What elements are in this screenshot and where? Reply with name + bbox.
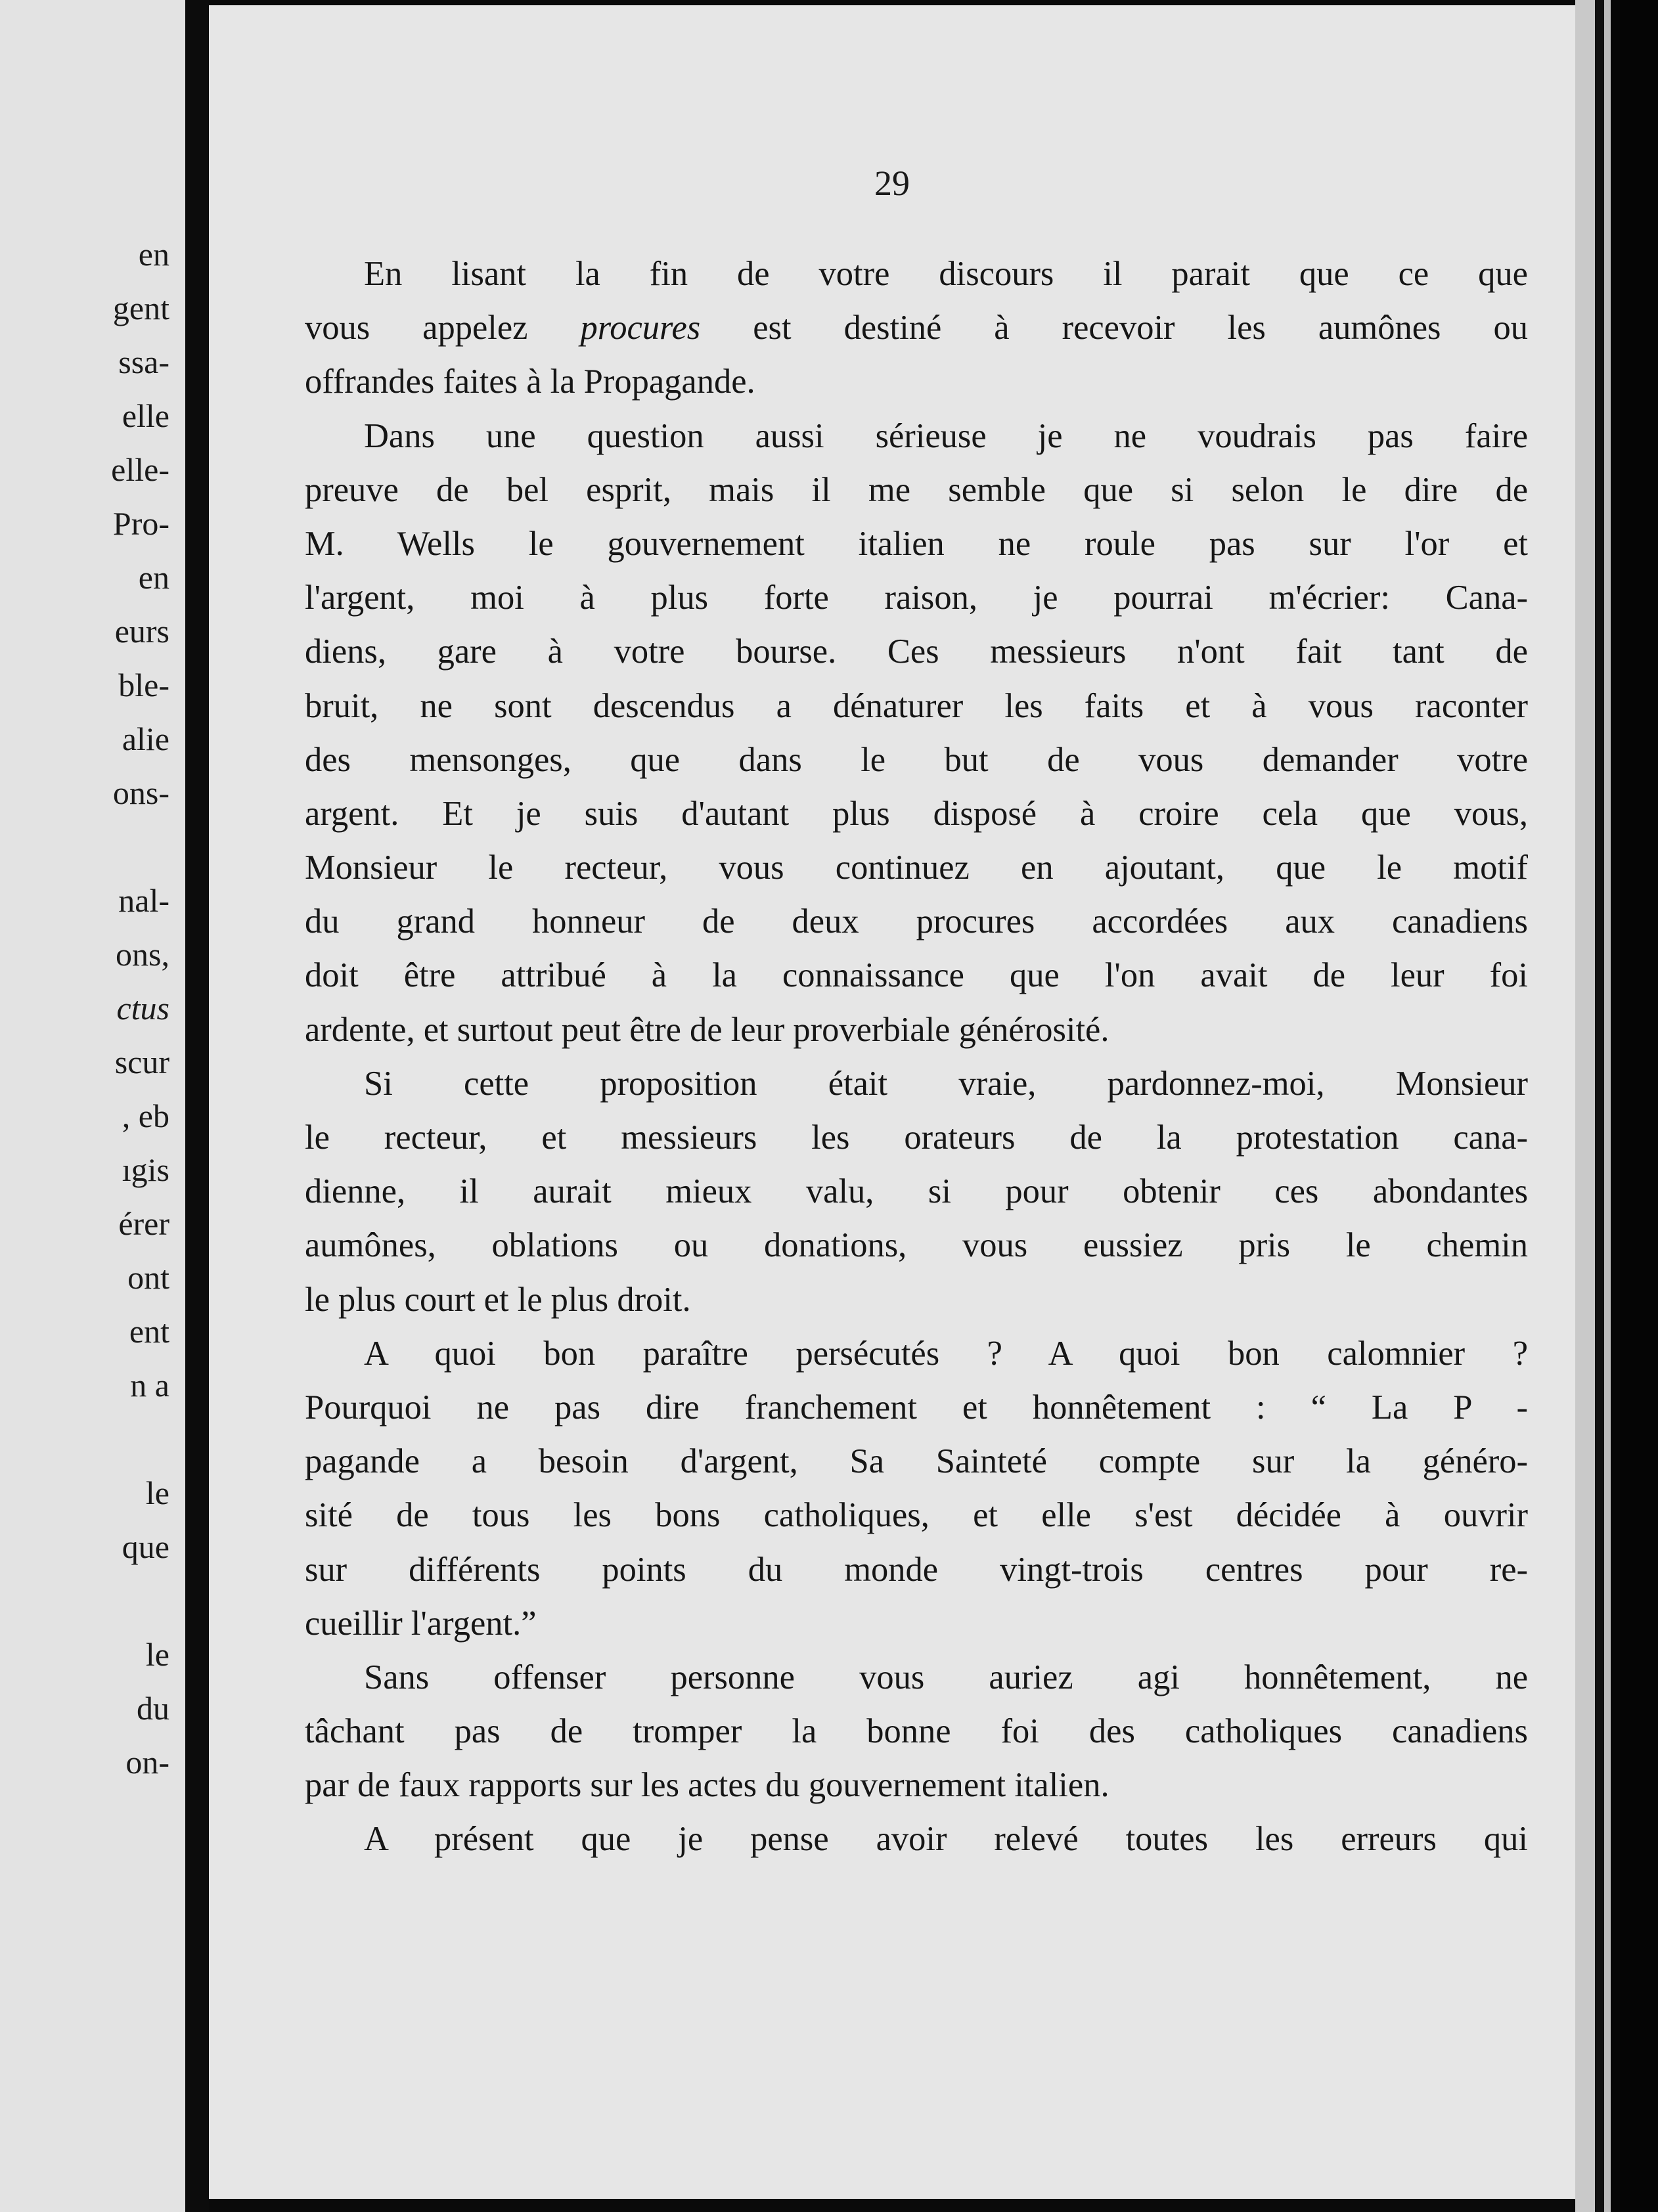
left-page-text-fragment: en (138, 236, 169, 273)
left-page-text-fragment: que (122, 1528, 169, 1565)
text-line: A présent que je pense avoir relevé toutes les erreurs qui (364, 1820, 1528, 1859)
text-line: du grand honneur de deux procures accordées aux canadiens (305, 902, 1528, 941)
left-page-text-fragment: , eb (122, 1097, 169, 1134)
left-page-text-fragment: ble- (118, 667, 169, 703)
left-page-text-fragment: Pro- (112, 505, 169, 542)
text-line: Dans une question aussi sérieuse je ne voudrais pas faire (364, 416, 1528, 455)
page-edge-shadow (1595, 0, 1604, 2212)
text-line: sur différents points du monde vingt-trois centres pour re- (305, 1550, 1528, 1589)
left-page-text-fragment: scur (114, 1044, 169, 1080)
page-edge (1604, 0, 1611, 2212)
text-line: offrandes faites à la Propagande. (305, 363, 755, 401)
scan-border (1611, 0, 1658, 2212)
left-page-text-fragment: elle (122, 397, 169, 434)
left-page-text-fragment: le (145, 1474, 169, 1511)
text-line: sité de tous les bons catholiques, et elle s'est décidée à ouvrir (305, 1496, 1528, 1535)
text-line: Pourquoi ne pas dire franchement et honnêtement : “ La P - (305, 1388, 1528, 1427)
left-page-text-fragment: on- (125, 1744, 169, 1781)
left-page-text-fragment: érer (118, 1205, 169, 1242)
text-line: Monsieur le recteur, vous continuez en ajoutant, que le motif (305, 849, 1528, 887)
book-gutter (185, 0, 209, 2212)
text-line: aumônes, oblations ou donations, vous eussiez pris le chemin (305, 1226, 1528, 1265)
left-page-text-fragment: ent (129, 1313, 169, 1350)
text-line: En lisant la fin de votre discours il parait que ce que (364, 255, 1528, 293)
left-page-text-fragment: gent (112, 290, 169, 326)
left-page-text-fragment: ıgis (122, 1151, 169, 1188)
left-page-text-fragment: en (138, 559, 169, 596)
left-page-text-fragment: ons, (116, 936, 169, 973)
text-line: bruit, ne sont descendus a dénaturer les faits et à vous raconter (305, 686, 1528, 725)
left-page-text-fragment: nal- (118, 882, 169, 919)
text-line: cueillir l'argent.” (305, 1604, 537, 1643)
text-line: tâchant pas de tromper la bonne foi des catholiques canadiens (305, 1712, 1528, 1751)
text-line: Sans offenser personne vous auriez agi honnêtement, ne (364, 1658, 1528, 1696)
left-page-fragment (0, 0, 185, 2212)
left-page-text-fragment: du (137, 1690, 169, 1727)
text-line: dienne, il aurait mieux valu, si pour obtenir ces abondantes (305, 1172, 1528, 1211)
text-line: Si cette proposition était vraie, pardonnez-moi, Monsieur (364, 1064, 1528, 1103)
text-line: le recteur, et messieurs les orateurs de la protestation cana- (305, 1118, 1528, 1157)
text-line: l'argent, moi à plus forte raison, je pourrai m'écrier: Cana- (305, 579, 1528, 617)
left-page-text-fragment: ons- (112, 774, 169, 811)
left-page-text-fragment: alie (122, 720, 169, 757)
page-number: 29 (874, 164, 910, 203)
left-page-text-fragment: ssa- (118, 343, 169, 380)
left-page-text-fragment: le (145, 1636, 169, 1673)
text-line: A quoi bon paraître persécutés ? A quoi bon calomnier ? (364, 1334, 1528, 1373)
text-line: le plus court et le plus droit. (305, 1280, 691, 1319)
italic-term: procures (580, 309, 701, 347)
main-page (209, 5, 1575, 2199)
left-page-text-fragment: elle- (111, 451, 169, 488)
left-page-text-fragment: ctus (116, 990, 169, 1027)
text-line: M. Wells le gouvernement italien ne roule pas sur l'or et (305, 524, 1528, 563)
text-line: preuve de bel esprit, mais il me semble que si selon le dire de (305, 470, 1528, 509)
left-page-text-fragment: ont (127, 1259, 169, 1296)
text-line: pagande a besoin d'argent, Sa Sainteté compte sur la généro- (305, 1442, 1528, 1481)
text-line: doit être attribué à la connaissance que l'on avait de leur foi (305, 956, 1528, 995)
left-page-text-fragment: eurs (114, 613, 169, 650)
page-edge (1575, 0, 1595, 2212)
text-line: par de faux rapports sur les actes du gouvernement italien. (305, 1766, 1109, 1805)
text-line: argent. Et je suis d'autant plus disposé à croire cela que vous, (305, 794, 1528, 833)
left-page-text-fragment: n a (130, 1367, 169, 1404)
text-line: des mensonges, que dans le but de vous demander votre (305, 740, 1528, 779)
text-line: vous appelez procures est destiné à recevoir les aumônes ou (305, 309, 1528, 347)
text-line: diens, gare à votre bourse. Ces messieurs n'ont fait tant de (305, 632, 1528, 671)
text-line: ardente, et surtout peut être de leur proverbiale générosité. (305, 1010, 1109, 1049)
body-text (305, 247, 1528, 1867)
